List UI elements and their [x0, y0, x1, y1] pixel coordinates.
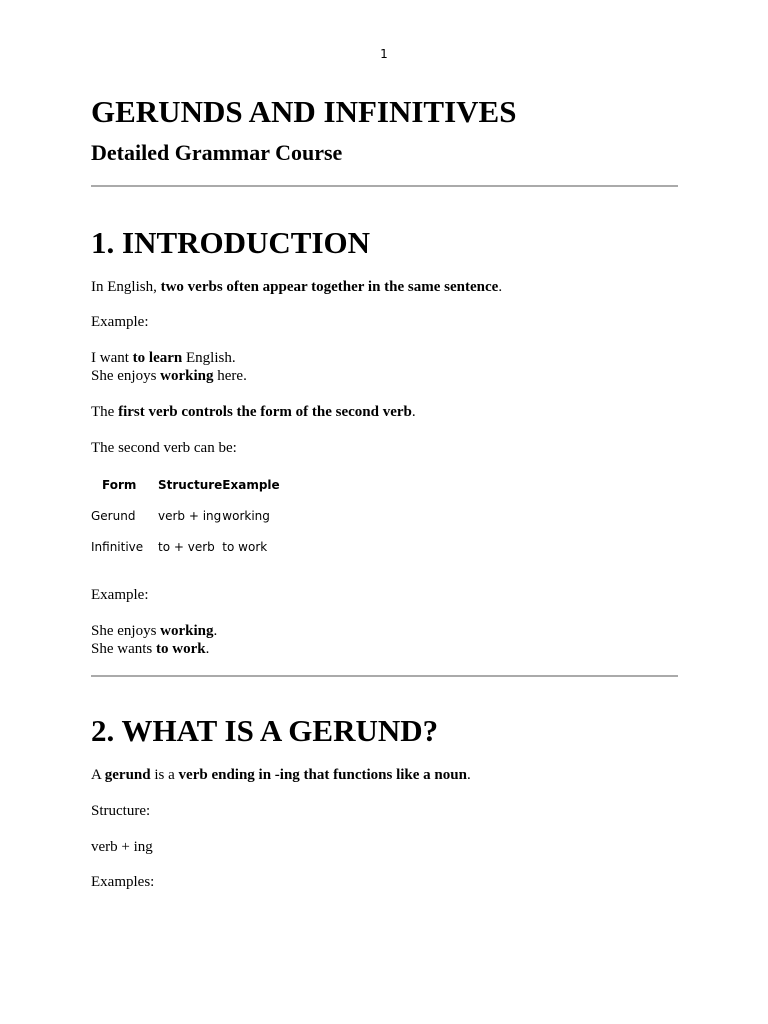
- table-header: Structure: [158, 477, 223, 492]
- example-text: .: [205, 641, 210, 657]
- divider: [91, 185, 678, 187]
- section-heading: 2. WHAT IS A GERUND?: [91, 713, 439, 748]
- example-text: English.: [182, 350, 236, 366]
- document-subtitle: Detailed Grammar Course: [91, 140, 343, 165]
- example-line: [91, 622, 678, 640]
- document-content: [91, 92, 678, 891]
- example-label: Example:: [91, 314, 149, 330]
- example-text: She enjoys: [91, 623, 161, 639]
- intro-end: .: [498, 279, 503, 295]
- intro-emphasis: two verbs often appear together in the same sentence: [160, 279, 499, 295]
- definition-text: .: [466, 767, 471, 783]
- rule-emphasis: first verb controls the form of the second verb: [118, 404, 412, 420]
- example-text: She enjoys: [91, 368, 161, 384]
- intro-text: In English,: [91, 279, 161, 295]
- structure-value: verb + ing: [91, 839, 153, 855]
- table-row: [91, 500, 280, 531]
- definition-text: A: [91, 767, 105, 783]
- example-emphasis: to learn: [132, 350, 183, 366]
- example-line: [91, 367, 678, 385]
- example-emphasis: working: [160, 368, 214, 384]
- example-label: Example:: [91, 587, 149, 603]
- table-cell: to work: [222, 539, 268, 554]
- table-header: Form: [102, 477, 137, 492]
- structure-label: Structure:: [91, 803, 151, 819]
- example-line: [91, 640, 678, 658]
- intro-paragraph: [91, 278, 678, 296]
- table-row: [91, 531, 280, 562]
- examples-label: Examples:: [91, 874, 155, 890]
- page-number: 1: [380, 47, 388, 61]
- table-cell: verb + ing: [158, 508, 222, 523]
- divider: [91, 675, 678, 677]
- example-text: here.: [213, 368, 247, 384]
- table-cell: working: [222, 508, 270, 523]
- rule-text: The: [91, 404, 119, 420]
- section-gerund: [91, 711, 678, 891]
- definition-emphasis: gerund: [104, 767, 151, 783]
- second-verb-text: The second verb can be:: [91, 440, 237, 456]
- example-emphasis: to work: [156, 641, 206, 657]
- example-text: I want: [91, 350, 133, 366]
- section-introduction: [91, 223, 678, 658]
- section-heading: 1. INTRODUCTION: [91, 225, 371, 260]
- example-emphasis: working: [160, 623, 214, 639]
- rule-text: .: [411, 404, 416, 420]
- definition-emphasis: verb ending in -ing that functions like a noun: [178, 767, 467, 783]
- table-header: Example: [222, 477, 280, 492]
- rule-paragraph: [91, 403, 678, 421]
- table-cell: Infinitive: [91, 539, 144, 554]
- example-line: [91, 349, 678, 367]
- definition-text: is a: [150, 767, 179, 783]
- example-text: She wants: [91, 641, 156, 657]
- forms-table: [91, 469, 280, 562]
- example-text: .: [213, 623, 218, 639]
- table-cell: Gerund: [91, 508, 136, 523]
- table-cell: to + verb: [158, 539, 215, 554]
- document-title: GERUNDS AND INFINITIVES: [91, 94, 517, 129]
- definition-paragraph: [91, 766, 678, 784]
- table-header-row: [91, 469, 280, 500]
